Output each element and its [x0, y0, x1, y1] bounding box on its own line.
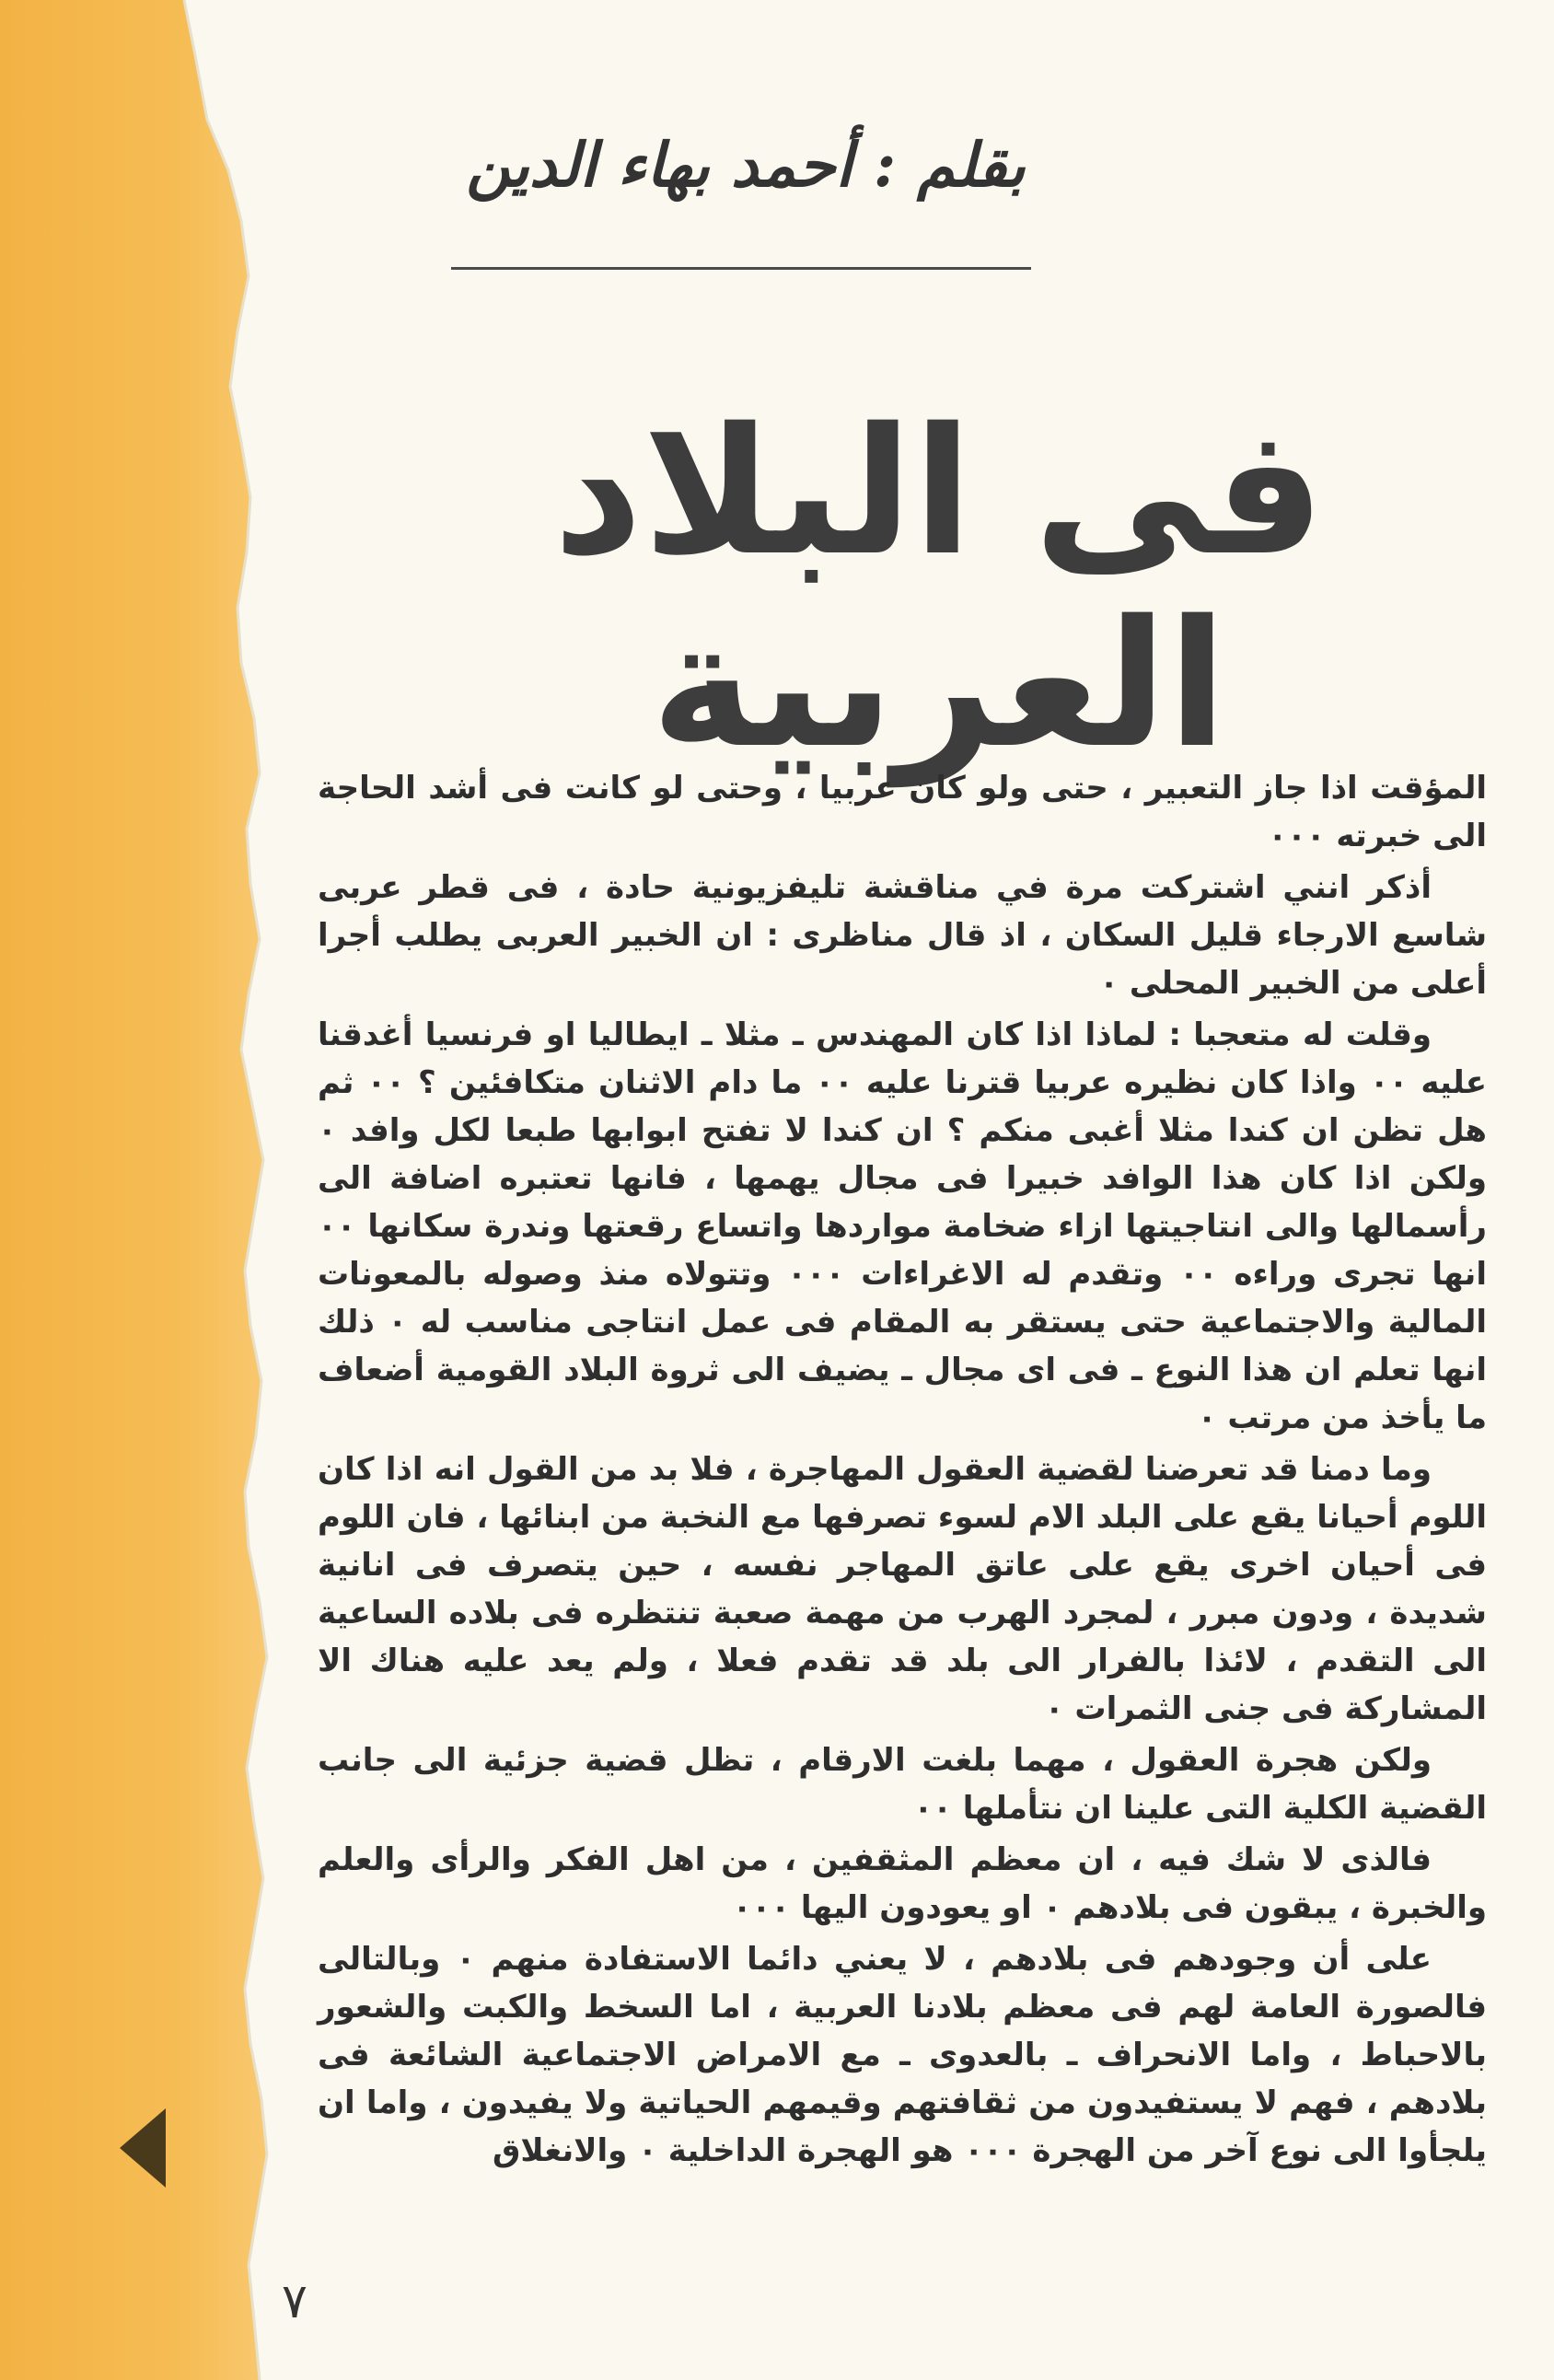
article-paragraph: وما دمنا قد تعرضنا لقضية العقول المهاجرة ، فلا بد من القول انه اذا كان اللوم أحيانا يقع على البلد الام لسوء تصرفها مع النخبة من ابنائها ، فان اللوم فى أحيان اخرى يقع على عاتق المهاجر نفسه ، حين يتصرف فى انانية شديدة ، ودون مبرر ، لمجرد الهرب من مهمة صعبة تنتظره فى بلاده الساعية الى التقدم ، لائذا بالفرار الى بلد قد تقدم فعلا ، ولم يعد عليه هناك الا المشاركة فى جنى الثمرات ٠: [318, 1451, 1487, 1727]
article-paragraph: المؤقت اذا جاز التعبير ، حتى ولو كان عربيا ، وحتى لو كانت فى أشد الحاجة الى خبرته ٠٠٠: [318, 770, 1487, 854]
article-body: [318, 764, 1487, 2178]
article-headline: فى البلاد العربية: [552, 390, 1326, 786]
article-paragraph: ولكن هجرة العقول ، مهما بلغت الارقام ، تظل قضية جزئية الى جانب القضية الكلية التى علينا ان نتأملها ٠٠: [318, 1742, 1487, 1827]
triangle-left-icon: [120, 2108, 166, 2188]
page-number: ٧: [282, 2274, 307, 2329]
author-byline: بقلم : أحمد بهاء الدين: [466, 129, 1026, 201]
article-paragraph: على أن وجودهم فى بلادهم ، لا يعني دائما الاستفادة منهم ٠ وبالتالى فالصورة العامة لهم فى معظم بلادنا العربية ، اما السخط والكبت والشعور بالاحباط ، واما الانحراف ـ بالعدوى ـ مع الامراض الاجتماعية الشائعة فى بلادهم ، فهم لا يستفيدون من ثقافتهم وقيمهم الحياتية ولا يفيدون ، واما ان يلجأوا الى نوع آخر من الهجرة ٠٠٠ هو الهجرة الداخلية ٠ والانغلاق: [318, 1941, 1487, 2169]
article-paragraph: أذكر انني اشتركت مرة في مناقشة تليفزيونية حادة ، فى قطر عربى شاسع الارجاء قليل السكان ، اذ قال مناظرى : ان الخبير العربى يطلب أجرا أعلى من الخبير المحلى ٠: [318, 869, 1487, 1002]
article-paragraph: وقلت له متعجبا : لماذا اذا كان المهندس ـ مثلا ـ ايطاليا او فرنسيا أغدقنا عليه ٠٠ واذا كان نظيره عربيا قترنا عليه ٠٠ ما دام الاثنان متكافئين ؟ ٠٠ ثم هل تظن ان كندا مثلا أغبى منكم ؟ ان كندا لا تفتح ابوابها طبعا لكل وافد ٠ ولكن اذا كان هذا الوافد خبيرا فى مجال يهمها ، فانها تعتبره اضافة الى رأسمالها والى انتاجيتها ازاء ضخامة مواردها واتساع رقعتها وندرة سكانها ٠٠ انها تجرى وراءه ٠٠ وتقدم له الاغراءات ٠٠٠ وتتولاه منذ وصوله بالمعونات المالية والاجتماعية حتى يستقر به المقام فى عمل انتاجى مناسب له ٠ ذلك انها تعلم ان هذا النوع ـ فى اى مجال ـ يضيف الى ثروة البلاد القومية أضعاف ما يأخذ من مرتب ٠: [318, 1016, 1488, 1436]
byline-divider: [451, 267, 1031, 270]
article-paragraph: فالذى لا شك فيه ، ان معظم المثقفين ، من اهل الفكر والرأى والعلم والخبرة ، يبقون فى بلادهم ٠ او يعودون اليها ٠٠٠: [318, 1841, 1487, 1926]
